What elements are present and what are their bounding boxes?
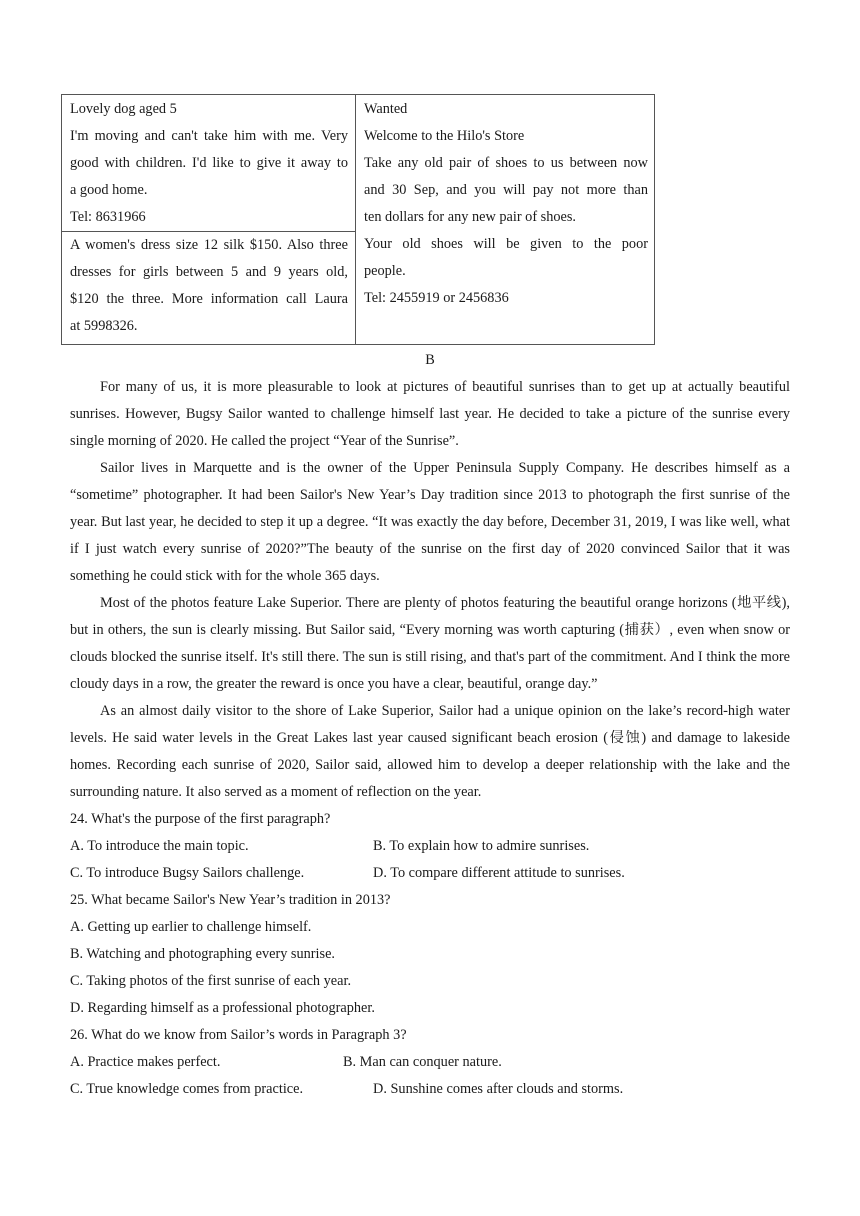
option-d: D. Sunshine comes after clouds and storms. — [373, 1081, 624, 1097]
option-b: B. Watching and photographing every sunrise. — [70, 946, 336, 962]
question-options-row — [70, 1076, 790, 1103]
ad-dress — [70, 232, 348, 340]
option-a: A. Getting up earlier to challenge himself. — [70, 919, 312, 935]
ad-text-line: ten dollars for any new pair of shoes. — [364, 209, 577, 225]
ad-tel: Tel: 2455919 or 2456836 — [364, 290, 509, 306]
ad-text-line: Take any old pair of shoes to us between now — [364, 155, 648, 171]
ad-dog — [70, 96, 348, 231]
question-options-row — [70, 1049, 790, 1076]
ad-store — [364, 96, 648, 312]
question-stem: 25. What became Sailor's New Year’s tradition in 2013? — [70, 892, 391, 908]
passage-paragraph: For many of us, it is more pleasurable to look at pictures of beautiful sunrises than to get up at actually beautiful sunrises. However, Bugsy Sailor wanted to challenge himself last year. He decided to take a picture of the sunrise every single morning of 2020. He called the project “Year of the Sunrise”. — [70, 379, 790, 449]
table-divider — [355, 95, 356, 344]
ads-table — [61, 94, 655, 345]
ad-text-line: $120 the three. More information call Laura — [70, 291, 348, 307]
question-options-row — [70, 860, 790, 887]
ad-title: Lovely dog aged 5 — [70, 101, 177, 117]
ad-text-line: Welcome to the Hilo's Store — [364, 128, 525, 144]
option-d: D. To compare different attitude to sunrises. — [373, 865, 625, 881]
ad-text-line: at 5998326. — [70, 318, 138, 334]
ad-text-line: people. — [364, 263, 406, 279]
option-c: C. To introduce Bugsy Sailors challenge. — [70, 865, 305, 881]
passage-paragraph: Most of the photos feature Lake Superior. There are plenty of photos featuring the beautiful orange horizons (地平线), but in others, the sun is clearly missing. But Sailor said, “Every morning was worth capturing (捕获）, even when snow or clouds blocked the sunrise itself. It's still there. The sun is still rising, and that's part of the commitment. And I think the more cloudy days in a row, the greater the reward is once you have a clear, beautiful, orange day.” — [70, 595, 790, 692]
ad-tel: Tel: 8631966 — [70, 209, 146, 225]
passage-and-questions — [70, 374, 790, 1103]
ad-text-line: good with children. I'd like to give it away to — [70, 155, 348, 171]
question-stem: 24. What's the purpose of the first paragraph? — [70, 811, 331, 827]
option-c: C. True knowledge comes from practice. — [70, 1081, 304, 1097]
ad-title: Wanted — [364, 101, 408, 117]
ad-text-line: and 30 Sep, and you will pay not more than — [364, 182, 648, 198]
ad-text-line: A women's dress size 12 silk $150. Also three — [70, 237, 348, 253]
option-d: D. Regarding himself as a professional photographer. — [70, 1000, 375, 1016]
question-options-row — [70, 833, 790, 860]
ad-text-line: Your old shoes will be given to the poor — [364, 236, 648, 252]
ad-text-line: a good home. — [70, 182, 148, 198]
ad-text-line: I'm moving and can't take him with me. Very — [70, 128, 348, 144]
ad-text-line: dresses for girls between 5 and 9 years old, — [70, 264, 348, 280]
section-letter: B — [425, 352, 435, 368]
option-a: A. To introduce the main topic. — [70, 838, 249, 854]
option-b: B. Man can conquer nature. — [343, 1054, 502, 1070]
passage-paragraph: As an almost daily visitor to the shore of Lake Superior, Sailor had a unique opinion on the lake’s record-high water levels. He said water levels in the Great Lakes last year caused significant beach erosion (侵蚀) and damage to lakeside homes. Recording each sunrise of 2020, Sailor said, allowed him to develop a deeper relationship with the lake and the surrounding nature. It also served as a moment of reflection on the year. — [70, 703, 790, 800]
passage-paragraph: Sailor lives in Marquette and is the owner of the Upper Peninsula Supply Company. He describes himself as a “sometime” photographer. It had been Sailor's New Year’s Day tradition since 2013 to photograph the first sunrise of the year. But last year, he decided to step it up a degree. “It was exactly the day before, December 31, 2019, I was like well, what if I just watch every sunrise of 2020?”The beauty of the sunrise on the first day of 2020 convinced Sailor that it was something he could stick with for the whole 365 days. — [70, 460, 790, 584]
option-a: A. Practice makes perfect. — [70, 1054, 221, 1070]
question-stem: 26. What do we know from Sailor’s words in Paragraph 3? — [70, 1027, 407, 1043]
option-c: C. Taking photos of the first sunrise of each year. — [70, 973, 352, 989]
option-b: B. To explain how to admire sunrises. — [373, 838, 590, 854]
